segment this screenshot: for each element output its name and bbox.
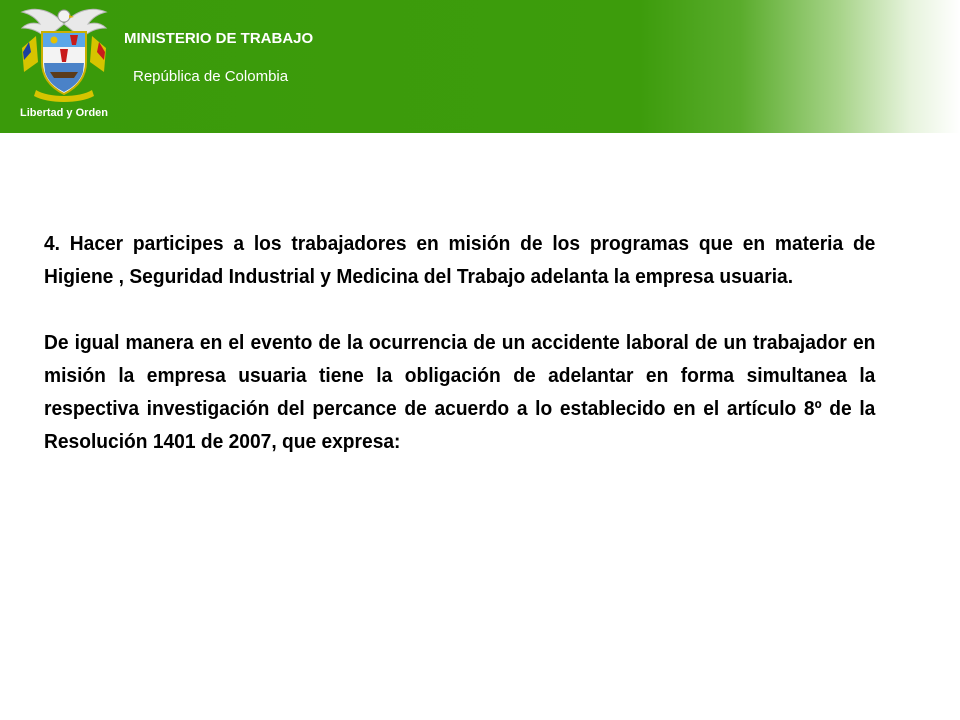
coat-of-arms-icon bbox=[14, 2, 114, 122]
paragraph-accident-investigation: De igual manera en el evento de la ocurrencia de un accidente laboral de un trabajador en misión la empresa usuaria tiene la obligación de adelantar en forma simultanea la respectiva investigación del percance de acuerdo a lo establecido en el artículo 8º de la Resolución 1401 de 2007, que expresa: bbox=[44, 332, 876, 453]
paragraph-item-4: 4. Hacer participes a los trabajadores en misión de los programas que en materia de Higiene , Seguridad Industrial y Medicina del Trabajo adelanta la empresa usuaria. bbox=[44, 233, 876, 288]
ministry-title: MINISTERIO DE TRABAJO bbox=[124, 30, 314, 47]
header-band bbox=[0, 0, 960, 133]
ministry-subtitle: República de Colombia bbox=[133, 68, 289, 85]
motto-text: Libertad y Orden bbox=[19, 107, 109, 119]
body-text bbox=[44, 228, 875, 459]
